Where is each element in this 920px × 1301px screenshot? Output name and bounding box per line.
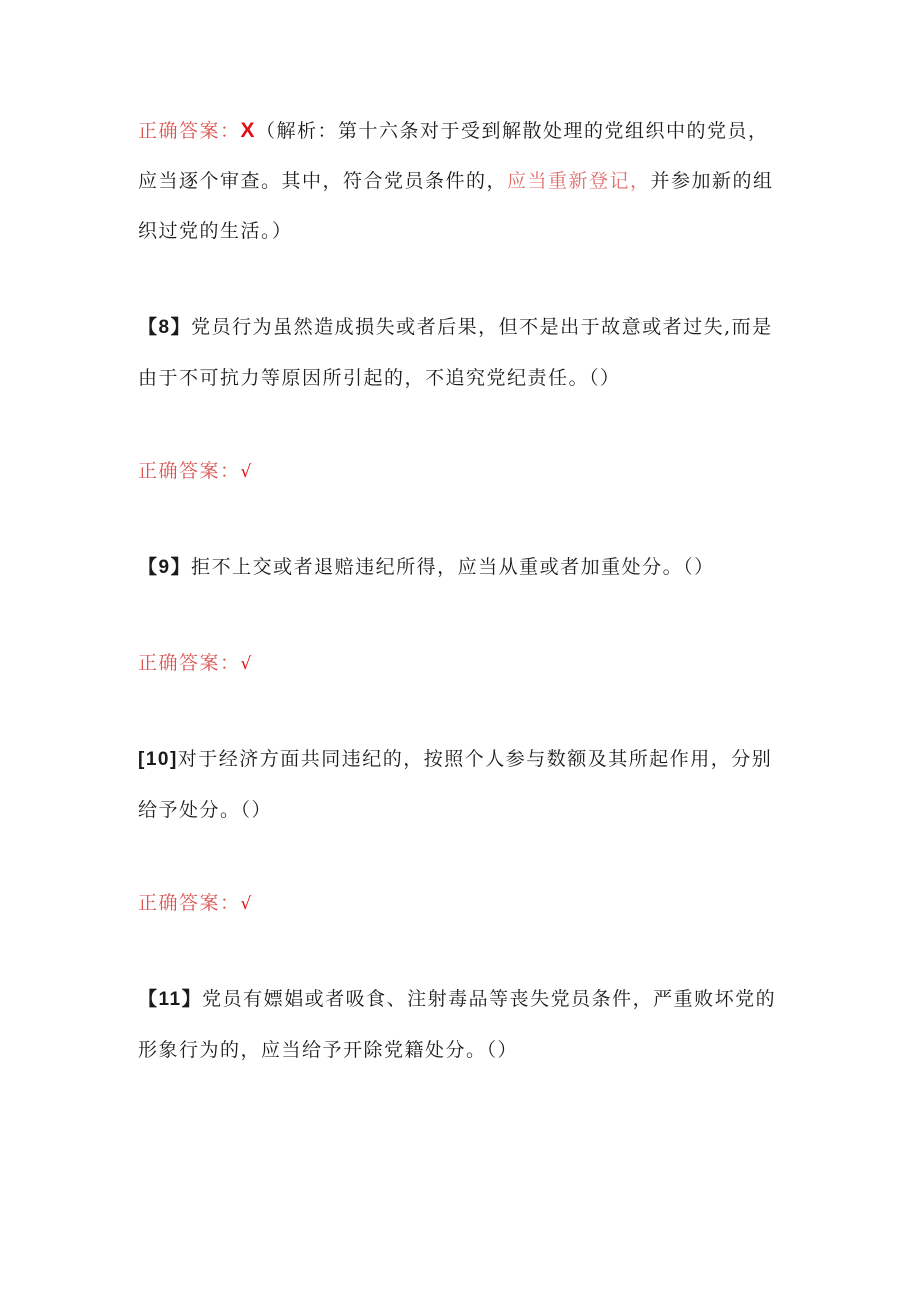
answer-10 [138,878,788,929]
question-text: 拒不上交或者退赔违纪所得，应当从重或者加重处分。（） [191,556,715,578]
question-10 [138,734,788,835]
question-8 [138,302,788,403]
question-text: 党员行为虽然造成损失或者后果，但不是出于故意或者过失,而是由于不可抗力等原因所引起的，不追究党纪责任。（） [138,316,773,389]
answer-mark-correct: √ [240,894,253,914]
question-number: 【8】 [138,317,192,338]
question-number: 【9】 [138,557,192,578]
question-number: [10] [138,749,178,770]
answer-label: 正确答案： [138,120,241,142]
answer-label: 正确答案： [138,652,241,674]
answer-highlight: 应当重新登记， [507,170,651,192]
question-9 [138,542,788,593]
answer-9 [138,638,788,689]
answer-label: 正确答案： [138,460,241,482]
question-11 [138,974,788,1075]
question-text: 对于经济方面共同违纪的，按照个人参与数额及其所起作用，分别给予处分。（） [138,748,773,821]
answer-explanation-end: 并参加新的组织过党的生活。） [138,170,774,242]
answer-explanation: （解析：第十六条对于受到解散处理的党组织中的党员，应当逐个审查。其中，符合党员条件的， [138,120,769,192]
answer-mark-correct: √ [240,654,253,674]
question-number: 【11】 [138,989,203,1010]
answer-label: 正确答案： [138,892,241,914]
answer-7 [138,106,788,256]
answer-8 [138,446,788,497]
answer-mark-wrong: X [240,119,257,142]
question-text: 党员有嫖娼或者吸食、注射毒品等丧失党员条件，严重败坏党的形象行为的，应当给予开除党籍处分。（） [138,988,777,1061]
answer-mark-correct: √ [240,462,253,482]
